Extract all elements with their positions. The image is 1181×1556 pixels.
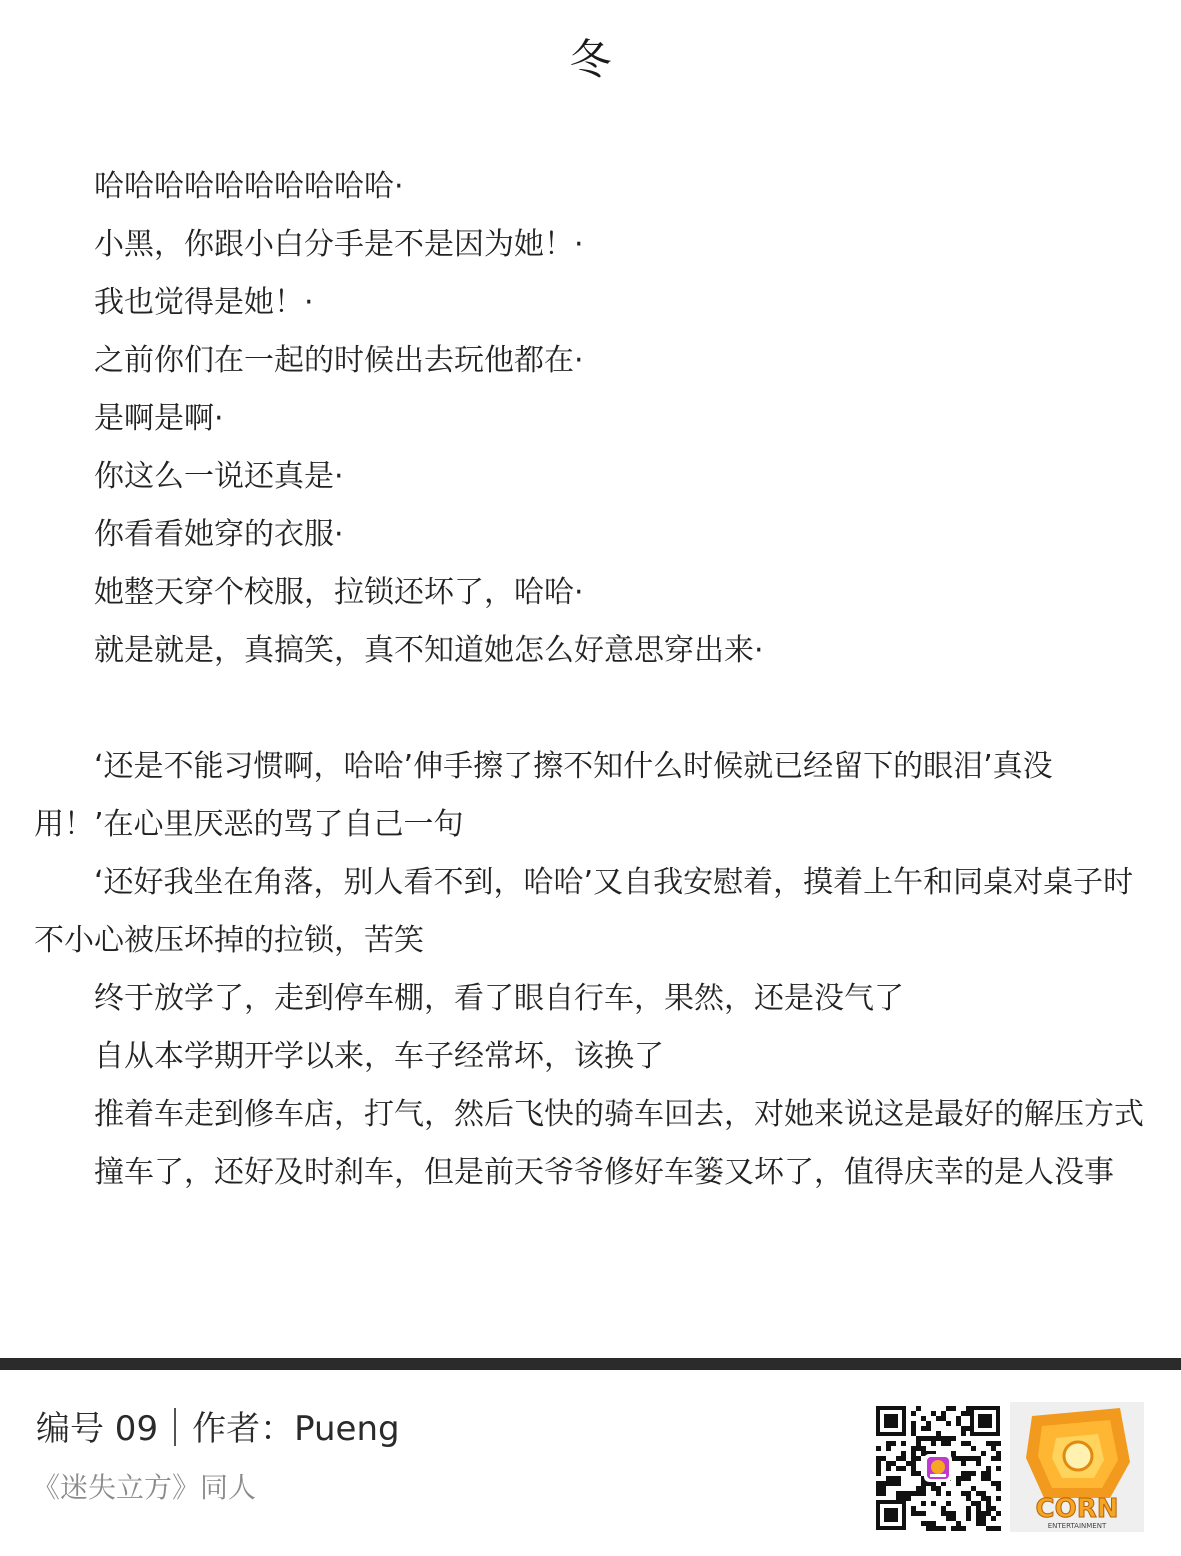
paragraph: 你这么一说还真是· xyxy=(94,459,344,494)
paragraph: 她整天穿个校服，拉锁还坏了，哈哈· xyxy=(94,575,584,610)
footer-credits xyxy=(36,1404,400,1454)
paragraph: 哈哈哈哈哈哈哈哈哈哈· xyxy=(94,169,404,204)
paragraph: 小黑，你跟小白分手是不是因为她！· xyxy=(94,227,584,262)
paragraph: 撞车了，还好及时刹车，但是前天爷爷修好车篓又坏了，值得庆幸的是人没事 xyxy=(94,1155,1114,1190)
paragraph: 就是就是，真搞笑，真不知道她怎么好意思穿出来· xyxy=(94,633,764,668)
author-credit: 作者：Pueng xyxy=(192,1409,400,1449)
qr-code-icon xyxy=(874,1404,1002,1532)
story-body xyxy=(34,158,1146,1202)
logo-text: CORN xyxy=(1035,1494,1119,1524)
series-label: 《迷失立方》同人 xyxy=(32,1471,257,1504)
paragraph: 推着车走到修车店，打气，然后飞快的骑车回去，对她来说这是最好的解压方式 xyxy=(94,1097,1144,1132)
separator xyxy=(174,1408,176,1446)
paragraph: 我也觉得是她！· xyxy=(94,285,314,320)
blank-line xyxy=(34,680,1146,738)
entry-number: 编号 09 xyxy=(36,1409,159,1449)
paragraph: 之前你们在一起的时候出去玩他都在· xyxy=(94,343,584,378)
paragraph: 自从本学期开学以来，车子经常坏，该换了 xyxy=(94,1039,664,1074)
paragraph: ‘还好我坐在角落，别人看不到，哈哈’又自我安慰着，摸着上午和同桌对桌子时不小心被压坏掉的拉锁，苦笑 xyxy=(34,865,1134,958)
corn-entertainment-logo xyxy=(1010,1402,1144,1532)
paragraph: 是啊是啊· xyxy=(94,401,224,436)
footer-divider xyxy=(0,1358,1181,1370)
logo-subtext: ENTERTAINMENT xyxy=(1047,1522,1107,1530)
paragraph: 终于放学了，走到停车棚，看了眼自行车，果然，还是没气了 xyxy=(94,981,904,1016)
paragraph: ‘还是不能习惯啊，哈哈’伸手擦了擦不知什么时候就已经留下的眼泪’真没用！’在心里厌恶的骂了自己一句 xyxy=(34,749,1053,842)
paragraph: 你看看她穿的衣服· xyxy=(94,517,344,552)
page-title: 冬 xyxy=(569,35,612,84)
